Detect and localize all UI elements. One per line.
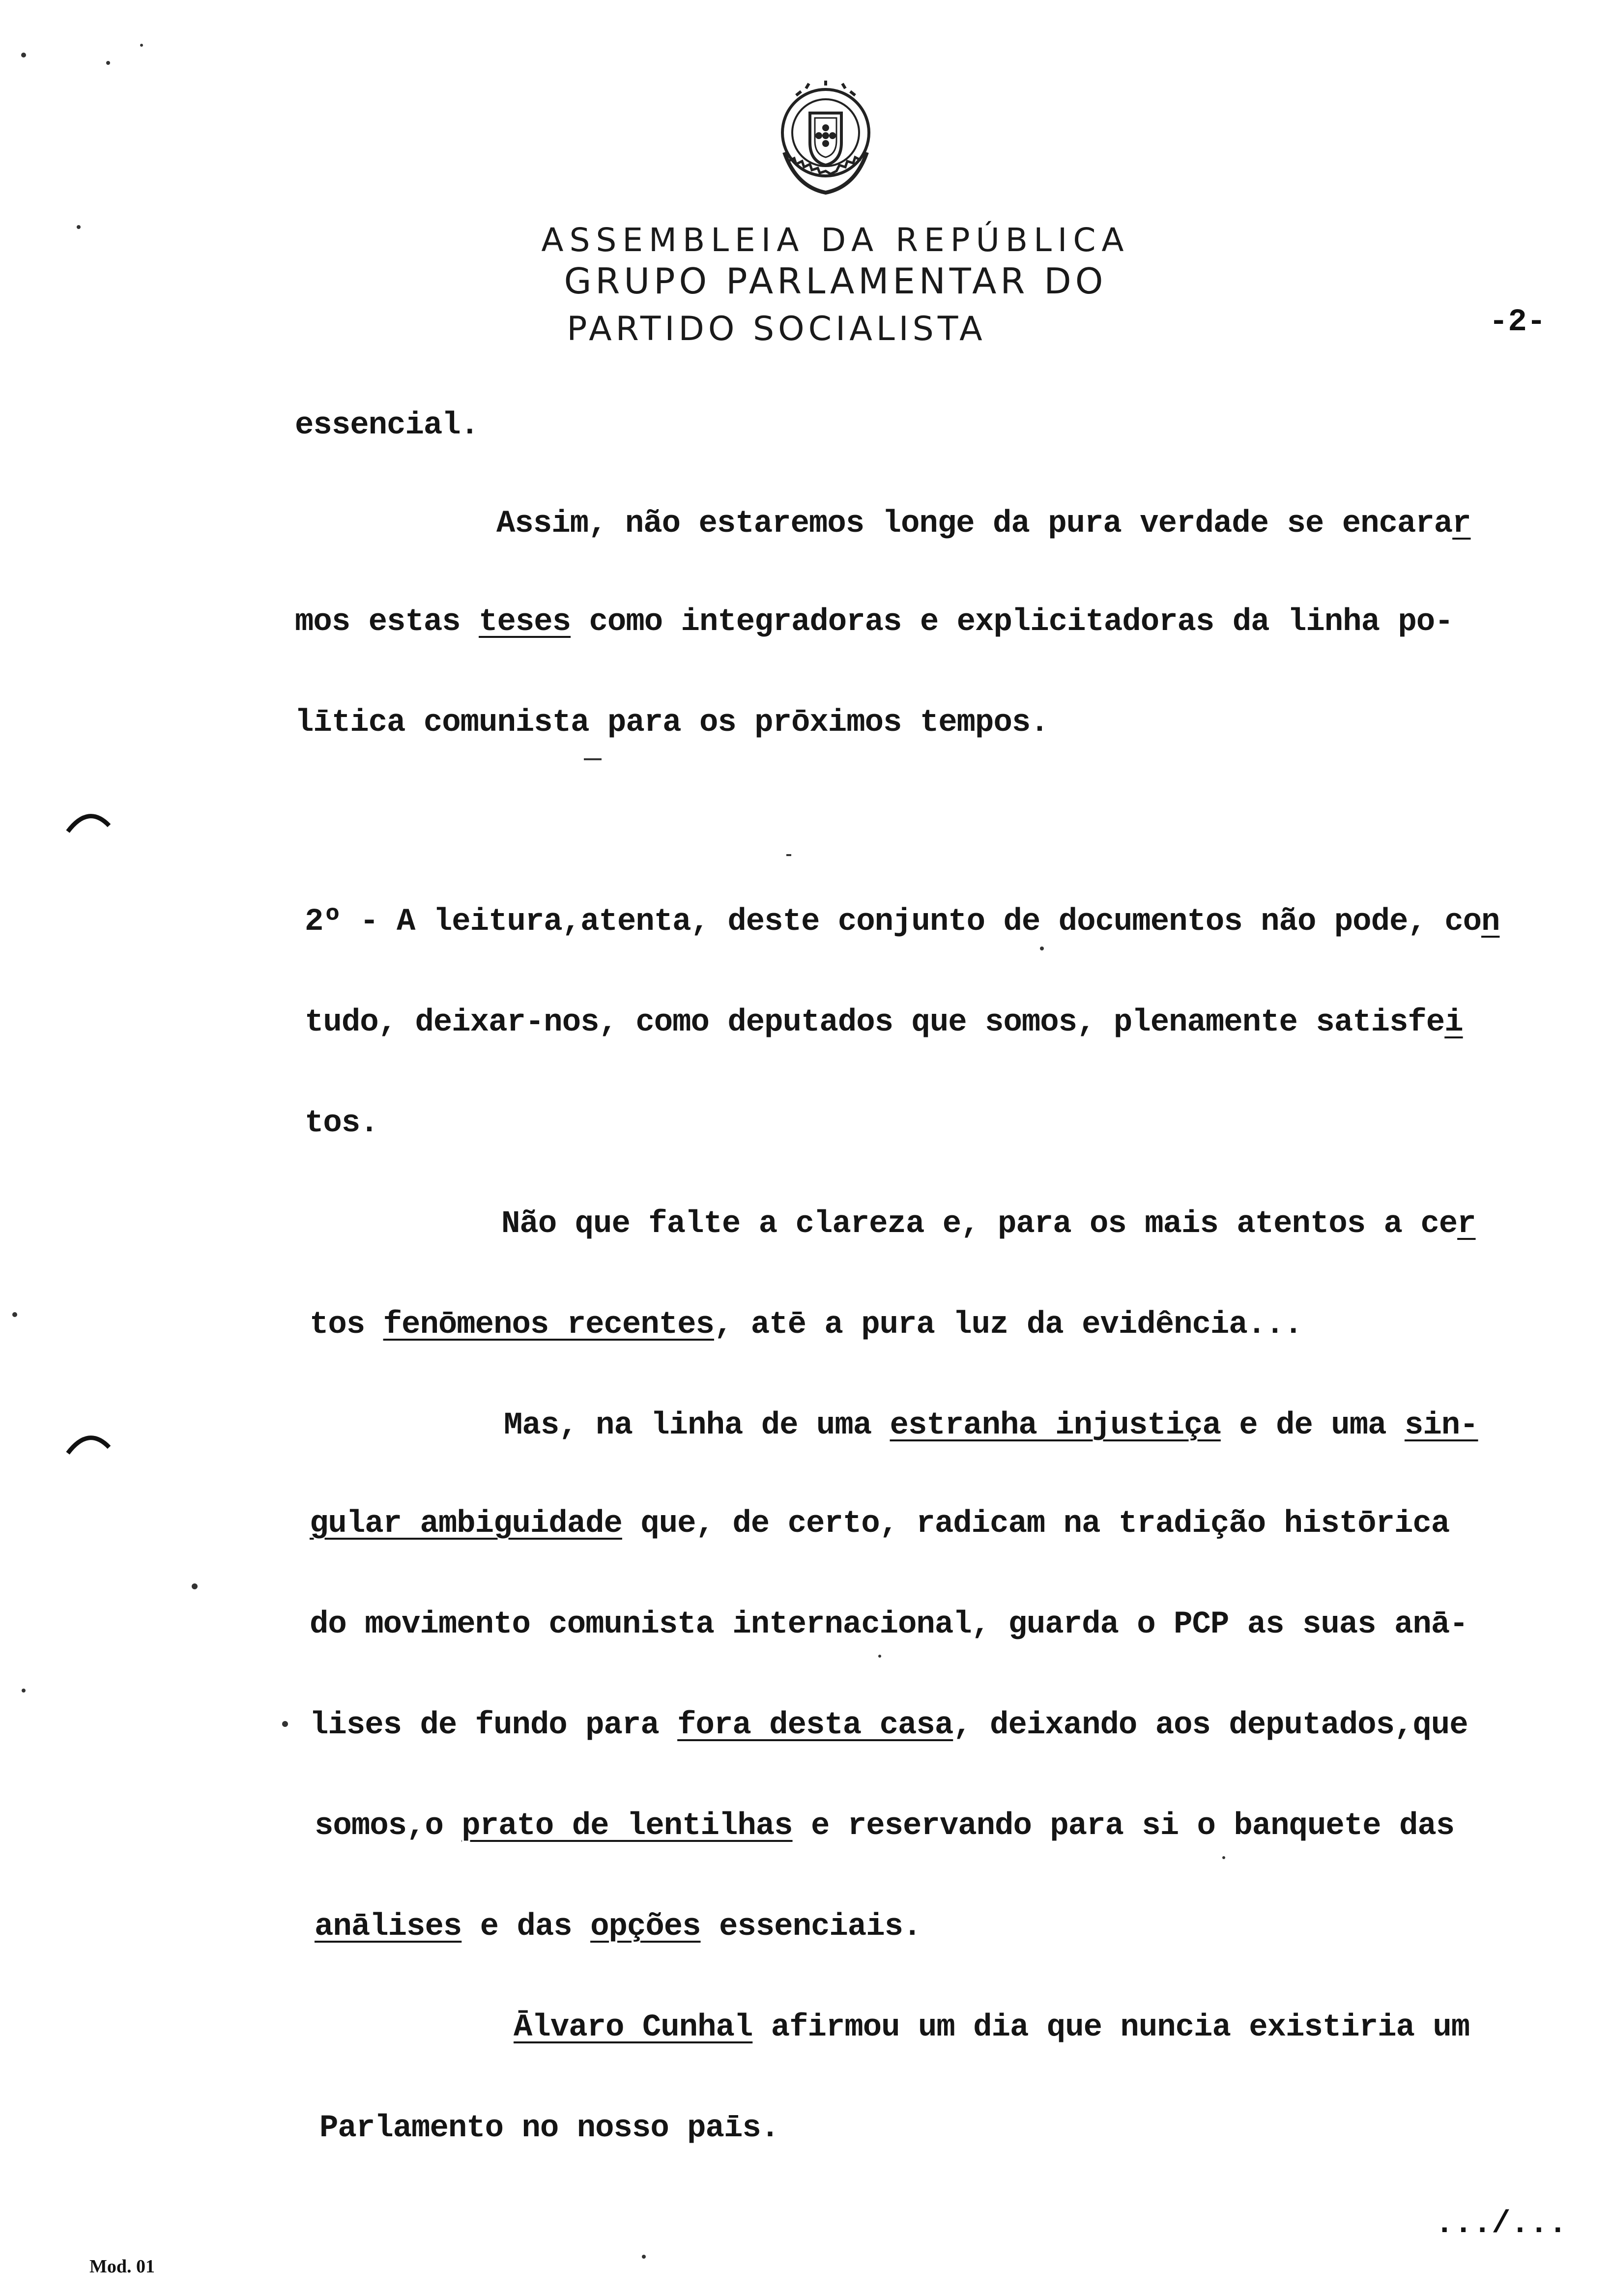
underlined-phrase: opções bbox=[590, 1909, 701, 1945]
continuation-mark: .../... bbox=[1435, 2207, 1567, 2242]
body-line bbox=[496, 506, 1471, 542]
body-text: e de uma bbox=[1220, 1408, 1405, 1443]
body-text: como integradoras e explicitadoras da linha po- bbox=[571, 604, 1453, 640]
body-text: somos,o bbox=[315, 1808, 462, 1844]
underlined-phrase: prato de lentilhas bbox=[461, 1808, 793, 1844]
letterhead-line-1: ASSEMBLEIA DA REPÚBLICA bbox=[541, 221, 1130, 259]
body-line bbox=[504, 1408, 1478, 1443]
page-number: -2- bbox=[1489, 305, 1546, 340]
body-text: tos bbox=[310, 1307, 383, 1343]
underlined-phrase: estranha injustiça bbox=[890, 1408, 1221, 1443]
body-line bbox=[310, 1307, 1302, 1343]
body-text: , atē a pura luz da evidência... bbox=[714, 1307, 1302, 1343]
body-line bbox=[295, 604, 1453, 640]
body-text: Parlamento no nosso paīs. bbox=[319, 2111, 779, 2146]
body-text: n bbox=[1481, 904, 1500, 940]
form-code: Mod. 01 bbox=[89, 2256, 155, 2277]
body-text: i bbox=[1444, 1005, 1463, 1040]
punch-hole-arc bbox=[64, 806, 113, 835]
underlined-phrase: anālises bbox=[315, 1909, 462, 1945]
body-line bbox=[305, 1005, 1463, 1040]
body-text: , deixando aos deputados,que bbox=[953, 1708, 1468, 1743]
body-text: do movimento comunista internacional, guarda o PCP as suas anā- bbox=[310, 1607, 1468, 1642]
letterhead-line-3: PARTIDO SOCIALISTA bbox=[567, 310, 986, 348]
body-text: Não que falte a clareza e, para os mais atentos a ce bbox=[501, 1206, 1458, 1242]
body-text: essenciais. bbox=[700, 1909, 921, 1945]
underlined-phrase: Ālvaro Cunhal bbox=[514, 2010, 753, 2045]
punch-hole-arc bbox=[64, 1428, 113, 1457]
body-line bbox=[315, 1808, 1454, 1844]
underlined-phrase: fora desta casa bbox=[677, 1708, 953, 1743]
body-text: e reservando para si o banquete das bbox=[792, 1808, 1455, 1844]
underlined-phrase: fenōmenos recentes bbox=[383, 1307, 714, 1343]
body-line bbox=[310, 1607, 1468, 1642]
body-line bbox=[295, 408, 479, 443]
body-text: Assim, não estaremos longe da pura verdade se encara bbox=[496, 506, 1453, 542]
body-line bbox=[315, 1909, 921, 1945]
body-text: essencial. bbox=[295, 408, 479, 443]
body-line bbox=[310, 1506, 1449, 1542]
body-text: lītica comunista para os prōximos tempos. bbox=[295, 705, 1049, 741]
body-text: lises de fundo para bbox=[310, 1708, 678, 1743]
body-text: que, de certo, radicam na tradição histōrica bbox=[622, 1506, 1450, 1542]
body-line bbox=[305, 904, 1499, 940]
body-line bbox=[310, 1708, 1468, 1743]
letterhead-line-2: GRUPO PARLAMENTAR DO bbox=[564, 260, 1107, 302]
body-line bbox=[295, 705, 1049, 741]
body-text: e das bbox=[461, 1909, 591, 1945]
body-line bbox=[501, 1206, 1476, 1242]
underlined-phrase: teses bbox=[479, 604, 571, 640]
body-text: tudo, deixar-nos, como deputados que somos, plenamente satisfe bbox=[305, 1005, 1445, 1040]
underlined-phrase: sin- bbox=[1404, 1408, 1478, 1443]
underlined-phrase: gular ambiguidade bbox=[310, 1506, 622, 1542]
body-line bbox=[514, 2010, 1469, 2045]
body-text: tos. bbox=[305, 1106, 378, 1141]
body-text: mos estas bbox=[295, 604, 479, 640]
body-text: 2º - A leitura,atenta, deste conjunto de documentos não pode, co bbox=[305, 904, 1481, 940]
body-text: Mas, na linha de uma bbox=[504, 1408, 890, 1443]
body-text: afirmou um dia que nuncia existiria um bbox=[752, 2010, 1470, 2045]
body-text: r bbox=[1457, 1206, 1476, 1242]
coat-of-arms-emblem bbox=[767, 79, 885, 201]
body-line bbox=[305, 1106, 378, 1141]
body-text: r bbox=[1452, 506, 1471, 542]
body-line bbox=[319, 2111, 779, 2146]
